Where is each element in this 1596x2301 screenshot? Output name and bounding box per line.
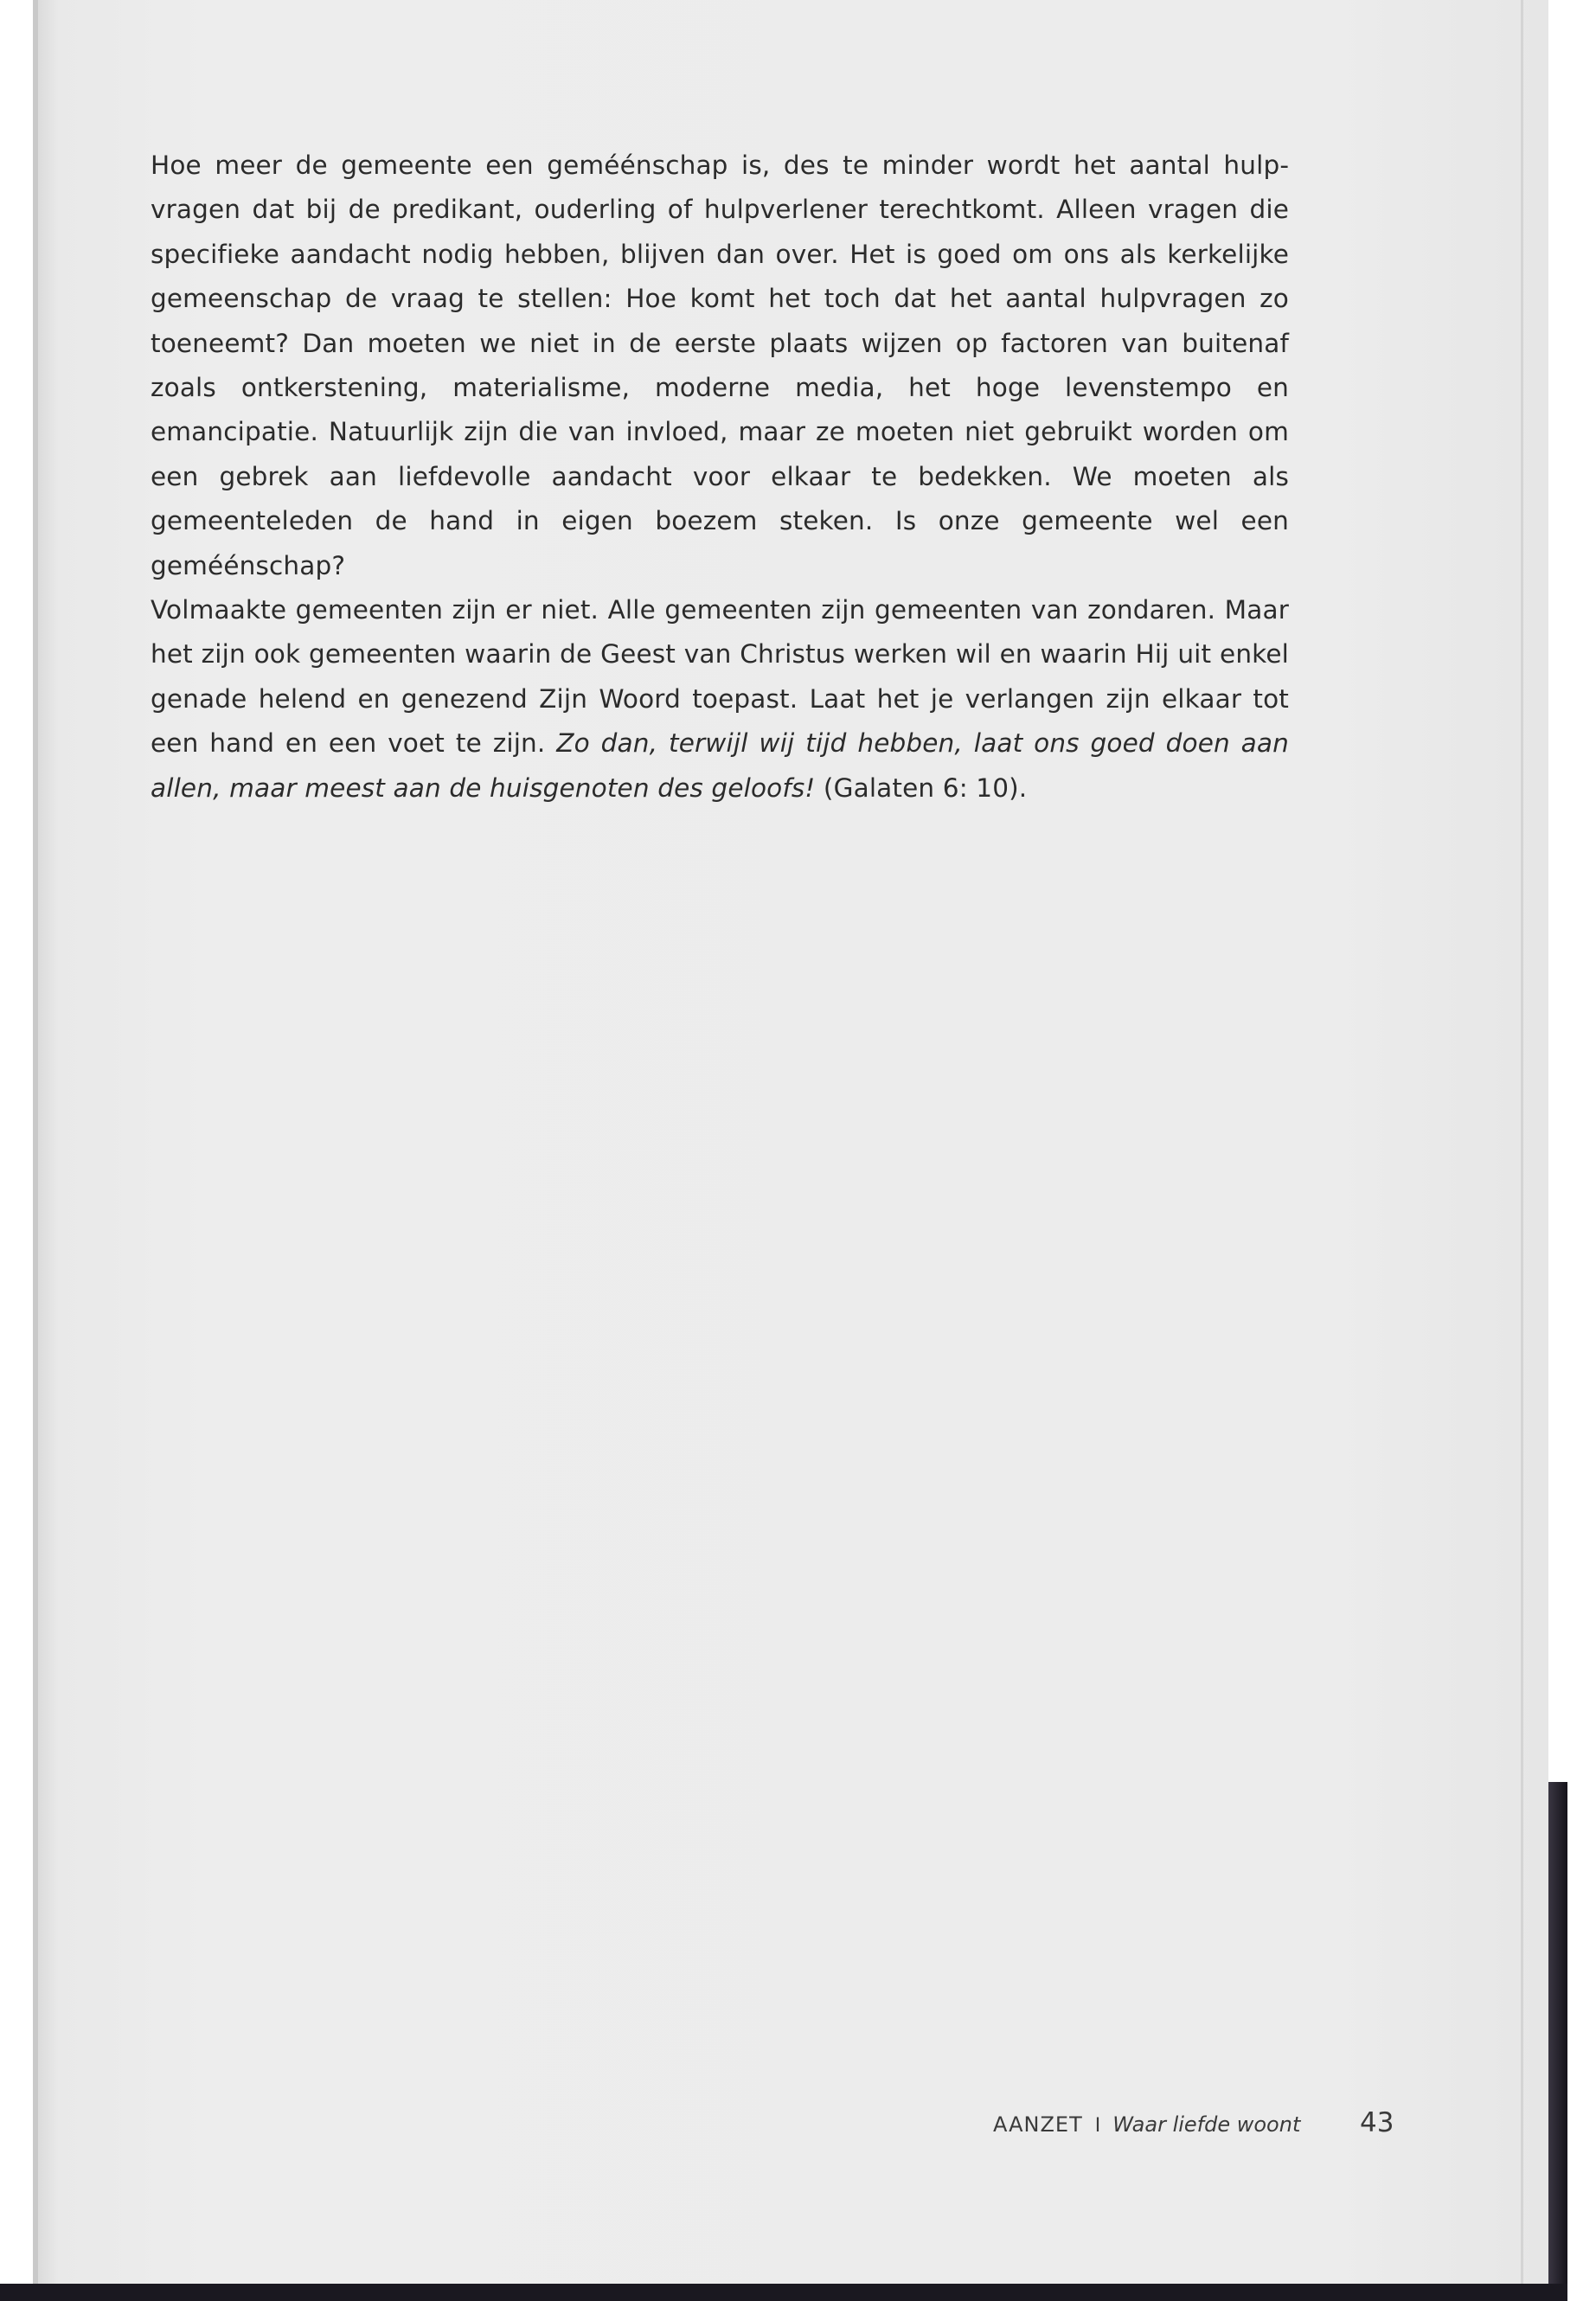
gutter-shadow	[33, 0, 38, 2284]
page-edge-line	[1521, 0, 1523, 2284]
cover-edge-bottom	[0, 2284, 1567, 2301]
running-footer	[993, 2112, 1400, 2147]
bible-reference: (Galaten 6: 10).	[815, 772, 1028, 803]
body-text	[151, 144, 1289, 811]
cover-edge-right	[1548, 1782, 1567, 2301]
footer-book-title: Waar liefde woont	[1112, 2112, 1301, 2137]
footer-series: AANZET	[993, 2112, 1083, 2137]
footer-separator: I	[1094, 2115, 1101, 2137]
paragraph-2-text: Volmaakte gemeenten zijn er niet. Alle gemeenten zijn gemeenten van zondaren. Maar het zijn ook gemeenten waarin de Geest van Christus werken wil en waarin Hij uit enkel genade helend en genezend Zijn Woord toepast. Laat het je verlangen zijn elkaar tot een hand en een voet te zijn.	[151, 595, 1289, 759]
page-number: 43	[1360, 2107, 1394, 2138]
paragraph-2	[151, 588, 1289, 811]
paragraph-1-text: Hoe meer de gemeente een geméénschap is, des te minder wordt het aantal hulpvragen dat bij de predikant, ouderling of hulpverlener terechtkomt. Alleen vragen die specifieke aandacht nodig hebben, blijven dan over. Het is goed om ons als kerkelijke gemeenschap de vraag te stellen: Hoe komt het toch dat het aantal hulpvragen zo toeneemt? Dan moeten we niet in de eerste plaats wijzen op factoren van buitenaf zoals ontkerstening, materialisme, moderne media, het hoge levenstempo en emancipatie. Natuurlijk zijn die van invloed, maar ze moeten niet gebruikt worden om een gebrek aan liefdevolle aandacht voor elkaar te bedekken. We moeten als gemeenteleden de hand in eigen boezem steken. Is onze gemeente wel een geméénschap?	[151, 151, 1289, 580]
bible-quote: Zo dan, terwijl wij tijd hebben, laat ons goed doen aan allen, maar meest aan de huisgenoten des geloofs!	[151, 728, 1289, 803]
paragraph-1	[151, 144, 1289, 588]
